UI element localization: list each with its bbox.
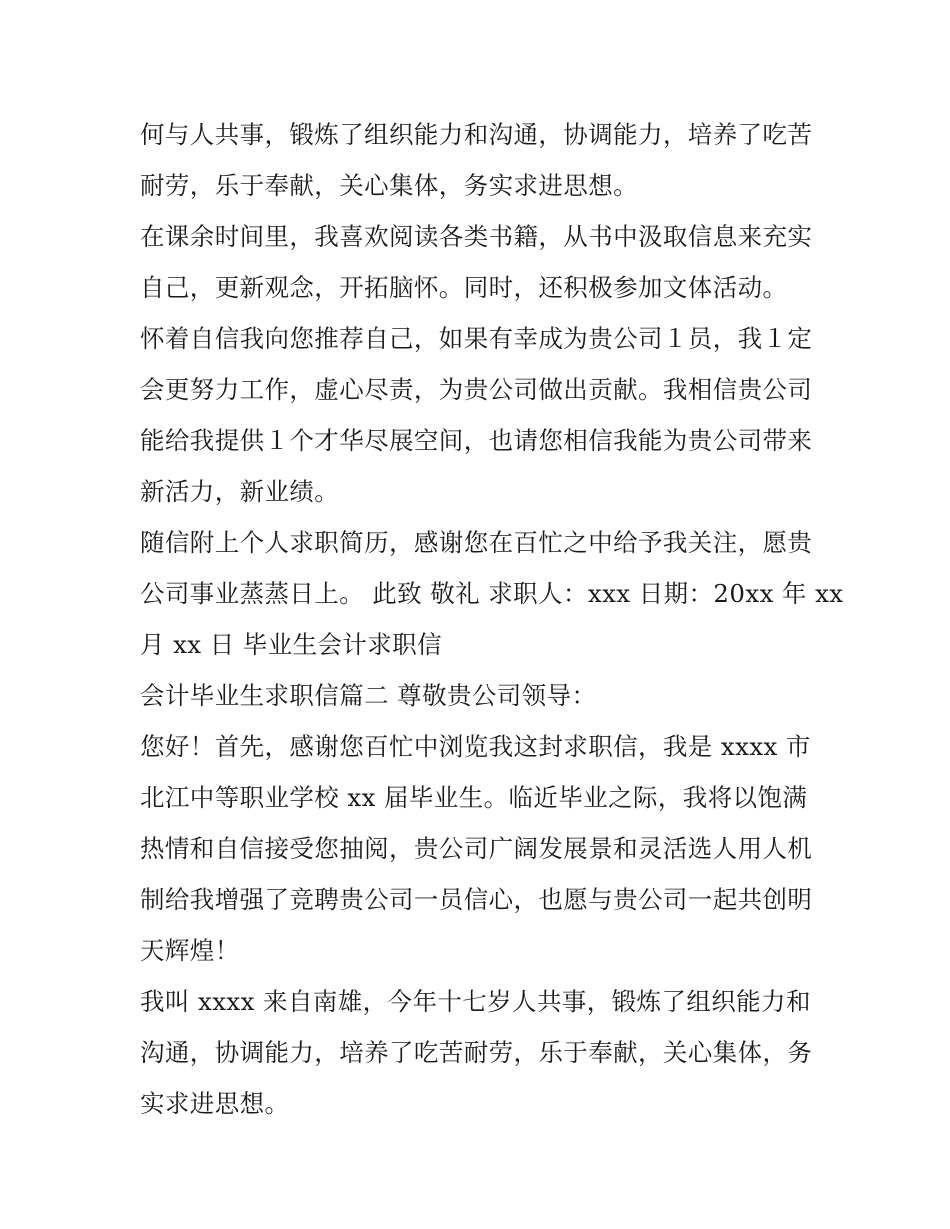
document-body bbox=[140, 109, 844, 1129]
text-line: 您好！首先，感谢您百忙中浏览我这封求职信，我是 xxxx 市 bbox=[140, 732, 811, 761]
text-line: 制给我增强了竞聘贵公司一员信心，也愿与贵公司一起共创明 bbox=[140, 885, 813, 914]
text-line: 公司事业蒸蒸日上。 此致 敬礼 求职人：xxx 日期：20xx 年 xx bbox=[140, 579, 844, 608]
text-line: 在课余时间里，我喜欢阅读各类书籍，从书中汲取信息来充实 bbox=[140, 222, 813, 251]
text-line: 随信附上个人求职简历，感谢您在百忙之中给予我关注，愿贵 bbox=[140, 528, 813, 557]
text-line: 怀着自信我向您推荐自己，如果有幸成为贵公司１员，我１定 bbox=[140, 324, 813, 353]
text-line: 天辉煌！ bbox=[140, 936, 240, 965]
section-heading-line: 会计毕业生求职信篇二 尊敬贵公司领导： bbox=[140, 681, 597, 710]
text-line: 新活力，新业绩。 bbox=[140, 477, 340, 506]
text-line: 何与人共事，锻炼了组织能力和沟通，协调能力，培养了吃苦 bbox=[140, 120, 813, 149]
text-line: 热情和自信接受您抽阅，贵公司广阔发展景和灵活选人用人机 bbox=[140, 834, 813, 863]
text-line: 月 xx 日 毕业生会计求职信 bbox=[140, 630, 442, 659]
text-line: 自己，更新观念，开拓脑怀。同时，还积极参加文体活动。 bbox=[140, 273, 788, 302]
text-line: 实求进思想。 bbox=[140, 1089, 290, 1118]
text-line: 沟通，协调能力，培养了吃苦耐劳，乐于奉献，关心集体，务 bbox=[140, 1038, 813, 1067]
text-line: 北江中等职业学校 xx 届毕业生。临近毕业之际，我将以饱满 bbox=[140, 783, 808, 812]
text-line: 我叫 xxxx 来自南雄，今年十七岁人共事，锻炼了组织能力和 bbox=[140, 987, 811, 1016]
text-line: 能给我提供１个才华尽展空间，也请您相信我能为贵公司带来 bbox=[140, 426, 813, 455]
text-line: 耐劳，乐于奉献，关心集体，务实求进思想。 bbox=[140, 171, 638, 200]
text-line: 会更努力工作，虚心尽责，为贵公司做出贡献。我相信贵公司 bbox=[140, 375, 813, 404]
